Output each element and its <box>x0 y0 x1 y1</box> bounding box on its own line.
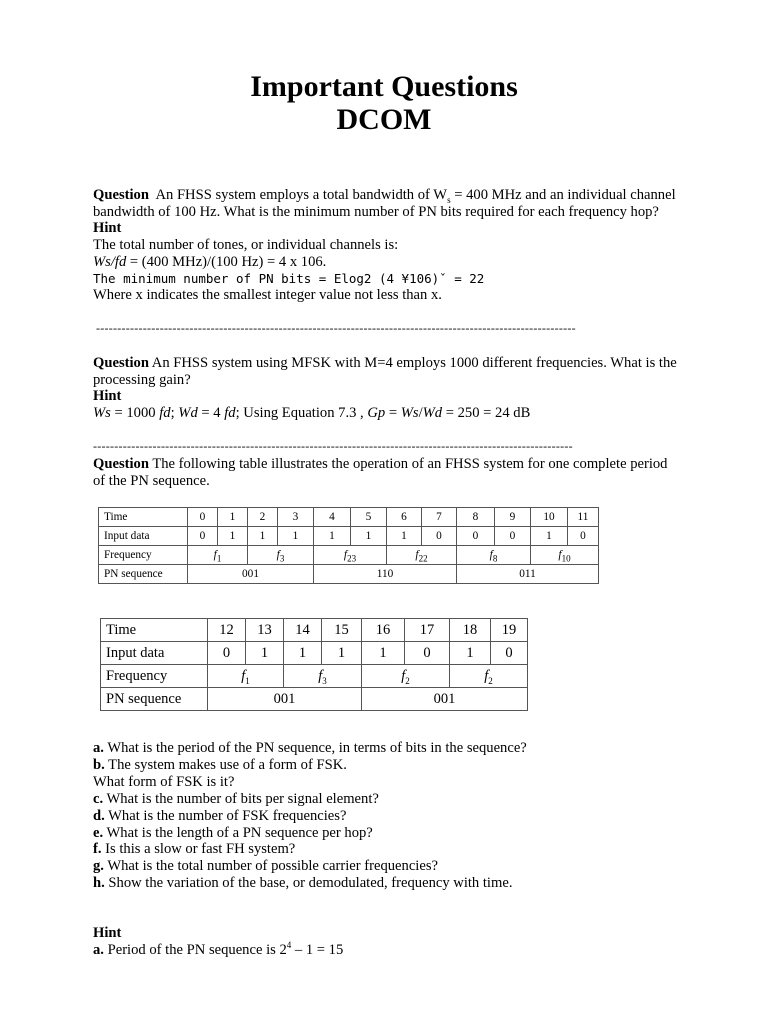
hint-label: Hint <box>93 925 122 941</box>
table-cell: 5 <box>351 508 387 527</box>
hint-line: Ws/fd = (400 MHz)/(100 Hz) = 4 x 106. <box>93 253 327 270</box>
list-item: c. What is the number of bits per signal element? <box>93 790 379 807</box>
table-row <box>99 527 599 546</box>
hint-line: Ws = 1000 fd; Wd = 4 fd; Using Equation 7.3 , Gp = Ws/Wd = 250 = 24 dB <box>93 405 531 422</box>
hint-label: Hint <box>93 220 122 237</box>
table-cell: 1 <box>218 508 248 527</box>
table-cell: 10 <box>531 508 568 527</box>
pn-cell: 001 <box>208 688 362 711</box>
table-cell: 8 <box>457 508 495 527</box>
row-label: Frequency <box>99 546 188 565</box>
table-cell: 0 <box>188 508 218 527</box>
table-cell: 0 <box>495 527 531 546</box>
list-item: a. What is the period of the PN sequence, in terms of bits in the sequence? <box>93 740 527 756</box>
table-cell: 1 <box>531 527 568 546</box>
table-row <box>101 688 528 711</box>
frequency-cell: $f_1$ <box>208 665 284 688</box>
table-cell: 0 <box>491 642 528 665</box>
hint-line: The total number of tones, or individual channels is: <box>93 237 399 254</box>
list-item: d. What is the number of FSK frequencies? <box>93 807 347 824</box>
table-cell: 1 <box>284 642 322 665</box>
table-cell: 7 <box>422 508 457 527</box>
pn-cell: 011 <box>457 565 599 584</box>
frequency-cell: $f_3$ <box>248 546 314 565</box>
frequency-cell: $f_2$ <box>450 665 528 688</box>
final-hint <box>93 925 683 958</box>
fhss-table-2 <box>100 618 528 711</box>
table-cell: 1 <box>322 642 362 665</box>
row-label: Input data <box>101 642 208 665</box>
question-label: Question <box>93 355 149 371</box>
table-cell: 2 <box>248 508 278 527</box>
table-cell: 9 <box>495 508 531 527</box>
list-item: e. What is the length of a PN sequence per hop? <box>93 824 373 841</box>
question-1 <box>93 187 683 304</box>
sub-question-list <box>93 740 683 892</box>
list-item: h. Show the variation of the base, or demodulated, frequency with time. <box>93 875 513 892</box>
row-label: Frequency <box>101 665 208 688</box>
row-label: PN sequence <box>101 688 208 711</box>
table-cell: 6 <box>387 508 422 527</box>
table-cell: 16 <box>362 619 405 642</box>
table-cell: 1 <box>278 527 314 546</box>
table-row <box>99 508 599 527</box>
table-cell: 1 <box>246 642 284 665</box>
question-label: Question <box>93 187 149 203</box>
separator-line: ----------------------------------------------------------------------------------------------------------------- <box>96 321 576 335</box>
table-cell: 0 <box>568 527 599 546</box>
hint-line: Where x indicates the smallest integer value not less than x. <box>93 287 442 304</box>
pn-cell: 001 <box>188 565 314 584</box>
table-row <box>101 642 528 665</box>
table-cell: 12 <box>208 619 246 642</box>
table-cell: 0 <box>188 527 218 546</box>
hint-label: Hint <box>93 388 122 405</box>
table-cell: 0 <box>208 642 246 665</box>
page-title: Important Questions <box>250 70 518 103</box>
frequency-cell: $f_3$ <box>284 665 362 688</box>
row-label: PN sequence <box>99 565 188 584</box>
table-cell: 18 <box>450 619 491 642</box>
table-cell: 1 <box>314 527 351 546</box>
table-cell: 13 <box>246 619 284 642</box>
table-cell: 4 <box>314 508 351 527</box>
row-label: Time <box>101 619 208 642</box>
table-row <box>101 665 528 688</box>
table-cell: 1 <box>218 527 248 546</box>
hint-line: a. Period of the PN sequence is $2^4 - 1 = 15$ <box>93 939 344 958</box>
page-subtitle: DCOM <box>336 103 432 136</box>
table-cell: 0 <box>422 527 457 546</box>
question-label: Question <box>93 456 149 472</box>
table-cell: 3 <box>278 508 314 527</box>
question-2-text: Question An FHSS system using MFSK with M=4 employs 1000 different frequencies. What is the processing gain? <box>93 355 677 388</box>
question-3-text: Question The following table illustrates the operation of an FHSS system for one complete period of the PN sequence. <box>93 456 668 489</box>
list-item: b. The system makes use of a form of FSK. <box>93 756 347 773</box>
fhss-table-1 <box>98 507 599 584</box>
pn-cell: 110 <box>314 565 457 584</box>
list-item: What form of FSK is it? <box>93 773 235 790</box>
table-cell: 1 <box>450 642 491 665</box>
row-label: Input data <box>99 527 188 546</box>
frequency-cell: $f_{22}$ <box>387 546 457 565</box>
frequency-cell: $f_2$ <box>362 665 450 688</box>
frequency-cell: $f_{10}$ <box>531 546 599 565</box>
table-cell: 19 <box>491 619 528 642</box>
table-cell: 1 <box>248 527 278 546</box>
row-label: Time <box>99 508 188 527</box>
frequency-cell: $f_{23}$ <box>314 546 387 565</box>
separator-line: ----------------------------------------------------------------------------------------------------------------- <box>93 439 573 453</box>
table-cell: 1 <box>387 527 422 546</box>
table-cell: 15 <box>322 619 362 642</box>
question-2 <box>93 355 683 422</box>
frequency-cell: $f_1$ <box>188 546 248 565</box>
hint-line: The minimum number of PN bits = Elog2 (4 ¥106)ˇ = 22 <box>93 270 485 286</box>
table-cell: 1 <box>362 642 405 665</box>
table-row <box>99 546 599 565</box>
table-row <box>99 565 599 584</box>
question-1-text: Question An FHSS system employs a total bandwidth of $W_s = 400$ MHz and an individual channel bandwidth of 100 Hz. What is the minimum number of PN bits required for each frequency hop? <box>93 187 676 220</box>
question-3 <box>93 456 683 489</box>
table-cell: 17 <box>405 619 450 642</box>
table-cell: 14 <box>284 619 322 642</box>
pn-cell: 001 <box>362 688 528 711</box>
frequency-cell: $f_8$ <box>457 546 531 565</box>
table-cell: 0 <box>457 527 495 546</box>
table-cell: 1 <box>351 527 387 546</box>
table-cell: 0 <box>405 642 450 665</box>
list-item: f. Is this a slow or fast FH system? <box>93 841 296 858</box>
list-item: g. What is the total number of possible carrier frequencies? <box>93 858 438 875</box>
table-row <box>101 619 528 642</box>
table-cell: 11 <box>568 508 599 527</box>
